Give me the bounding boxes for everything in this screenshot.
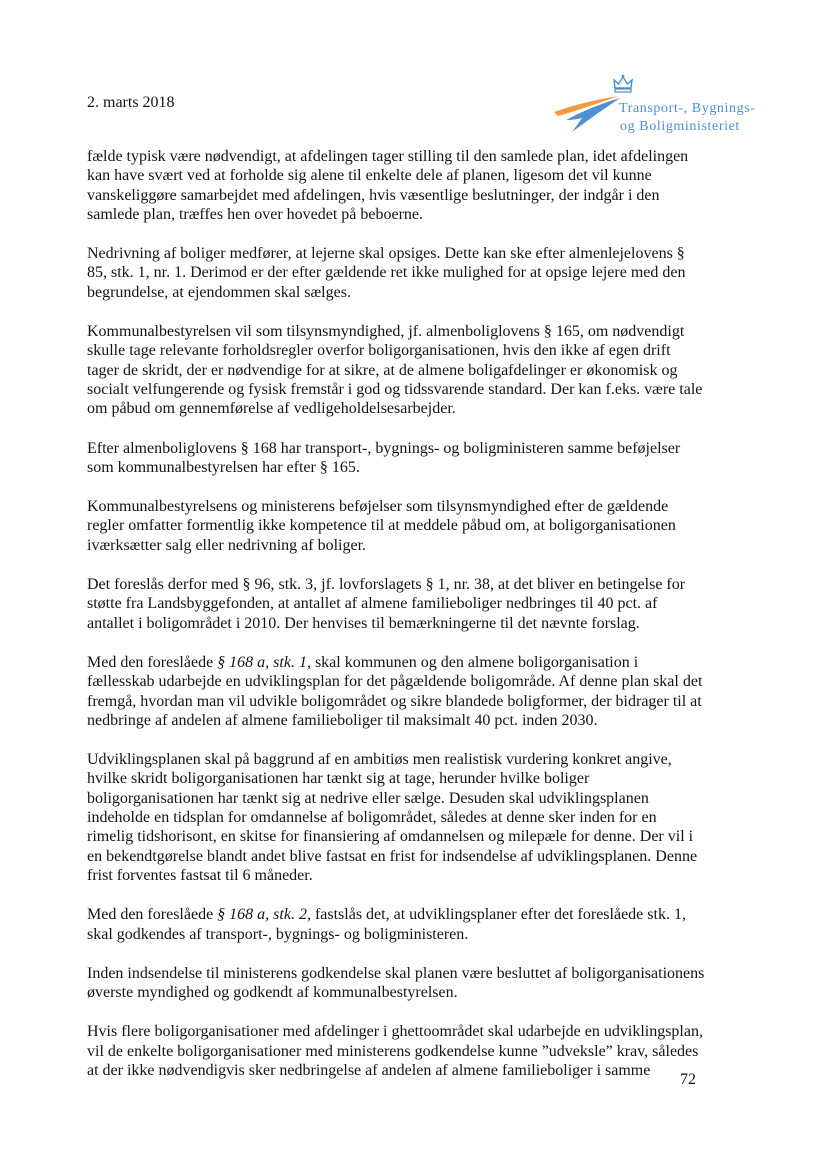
text-run: Med den foreslåede <box>87 906 218 924</box>
logo-text-line2: og Boligministeriet <box>620 119 740 134</box>
logo-swoosh <box>552 92 622 136</box>
text-run: fastslås det, at udviklingsplaner efter det foreslåede stk. 1, skal godkendes af transport-, bygnings- og boligministeren. <box>87 906 686 943</box>
paragraph <box>87 653 705 730</box>
paragraph: Inden indsendelse til ministerens godkendelse skal planen være besluttet af boligorganisationens øverste myndighed og godkendt af kommunalbestyrelsen. <box>87 964 705 1002</box>
logo-text-line1: Transport-, Bygnings- <box>619 101 756 116</box>
section-reference: § 168 a, stk. 1, <box>217 653 311 671</box>
document-date: 2. marts 2018 <box>87 94 175 111</box>
text-run: skal kommunen og den almene boligorganisation i fællesskab udarbejde en udviklingsplan for det pågældende boligområde. Af denne plan skal det fremgå, hvordan man vil udvikle boligområdet og sikre blandede boligformer, der bidrager til at nedbringe af andelen af almene familieboliger til maksimalt 40 pct. inden 2030. <box>87 653 703 729</box>
text-run: Med den foreslåede <box>87 653 218 671</box>
paragraph: Efter almenboliglovens § 168 har transport-, bygnings- og boligministeren samme beføjelser som kommunalbestyrelsen har efter § 165. <box>87 439 681 476</box>
paragraph: Det foreslås derfor med § 96, stk. 3, jf. lovforslagets § 1, nr. 38, at det bliver en betingelse for støtte fra Landsbyggefonden, at antallet af almene familieboliger nedbringes til 40 pct. af antallet i boligområdet i 2010. Der henvises til bemærkningerne til det nævnte forslag. <box>87 576 686 632</box>
body-text <box>87 147 705 1100</box>
paragraph <box>87 905 705 944</box>
paragraph: Kommunalbestyrelsens og ministerens beføjelser som tilsynsmyndighed efter de gældende regler omfatter formentlig ikke kompetence til at meddele påbud om, at boligorganisationen iværksætter salg eller nedrivning af boliger. <box>87 498 676 554</box>
paragraph: Hvis flere boligorganisationer med afdelinger i ghettoområdet skal udarbejde en udviklingsplan, vil de enkelte boligorganisationer med ministerens godkendelse kunne ”udveksle” krav, således at der ikke nødvendigvis sker nedbringelse af andelen af almene familieboliger i samme <box>87 1023 703 1079</box>
paragraph: Nedrivning af boliger medfører, at lejerne skal opsiges. Dette kan ske efter almenlejelovens § 85, stk. 1, nr. 1. Derimod er der efter gældende ret ikke mulighed for at opsige lejere med den begrundelse, at ejendommen skal sælges. <box>87 245 686 301</box>
page-number: 72 <box>680 1071 696 1088</box>
crown-icon <box>612 74 634 94</box>
paragraph: Udviklingsplanen skal på baggrund af en ambitiøs men realistisk vurdering konkret angive, hvilke skridt boligorganisationen har tænkt sig at tage, herunder hvilke boliger boligorganisationen har tænkt sig at nedrive eller sælge. Desuden skal udviklingsplanen indeholde en tidsplan for omdannelse af boligområdet, således at denne sker inden for en rimelig tidshorisont, en skitse for finansiering af omdannelsen og milepæle for denne. Der vil i en bekendtgørelse blandt andet blive fastsat en frist for indsendelse af udviklingsplanen. Denne frist forventes fastsat til 6 måneder. <box>87 751 698 884</box>
paragraph: fælde typisk være nødvendigt, at afdelingen tager stilling til den samlede plan, idet afdelingen kan have svært ved at forholde sig alene til enkelte dele af planen, ligesom det vil kunne vanskeliggøre samarbejdet med afdelingen, hvis væsentlige beslutninger, der indgår i den samlede plan, træffes hen over hovedet på beboerne. <box>87 148 689 223</box>
paragraph: Kommunalbestyrelsen vil som tilsynsmyndighed, jf. almenboliglovens § 165, om nødvendigt skulle tage relevante forholdsregler overfor boligorganisationen, hvis den ikke af egen drift tager de skridt, der er nødvendige for at sikre, at de almene boligafdelinger er økonomisk og socialt velfungerende og fysisk fremstår i god og tidssvarende standard. Der kan f.eks. være tale om påbud om gennemførelse af vedligeholdelsesarbejder. <box>87 323 703 418</box>
ministry-logo <box>552 74 762 144</box>
section-reference: § 168 a, stk. 2, <box>217 906 311 924</box>
